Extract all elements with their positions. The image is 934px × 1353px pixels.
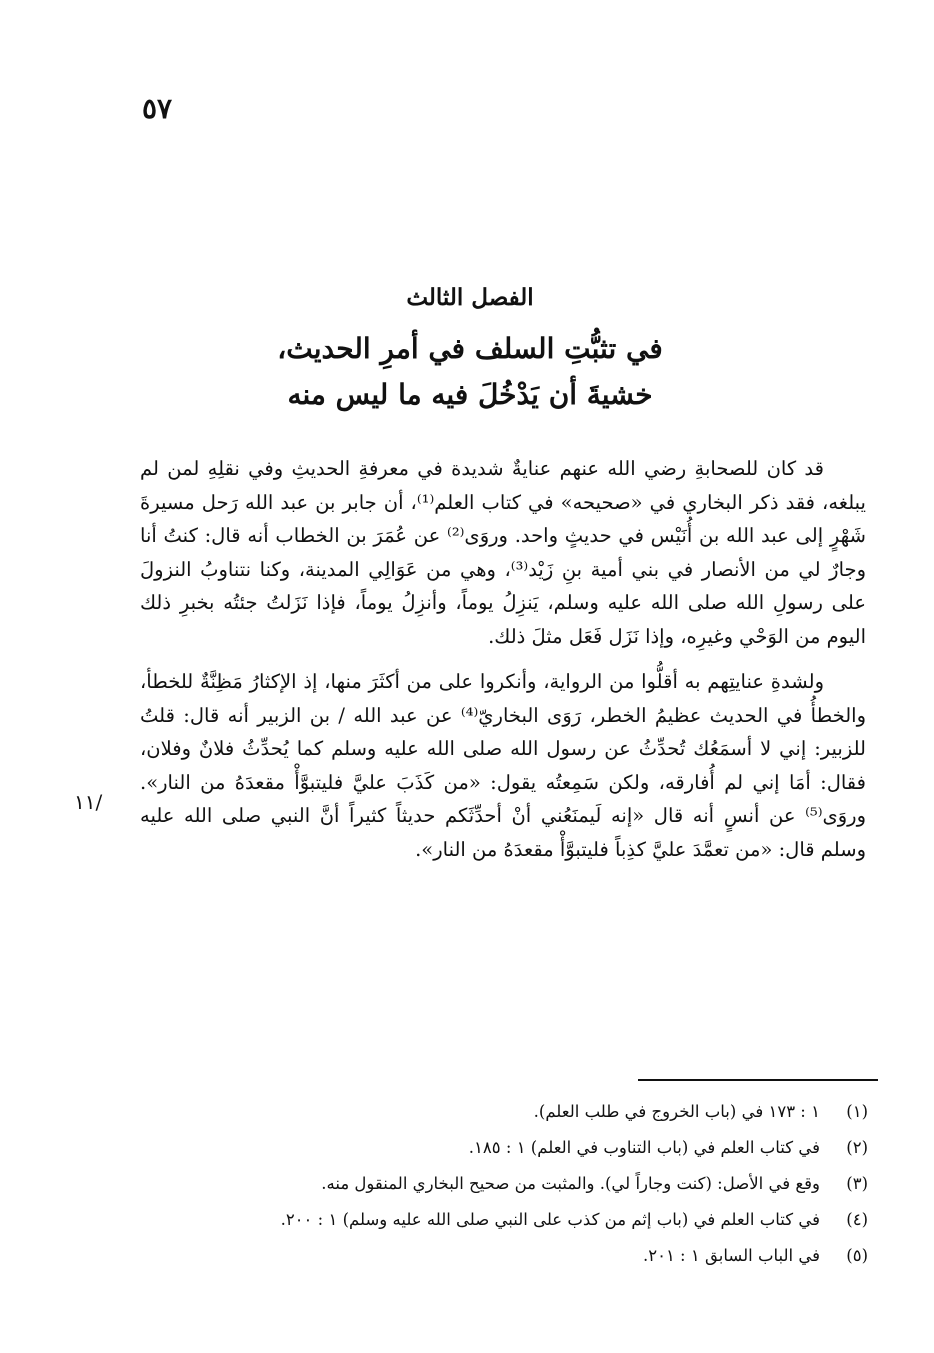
footnote-divider bbox=[638, 1079, 878, 1081]
footnote-item bbox=[140, 1238, 868, 1274]
footnote-number: (١) bbox=[846, 1102, 868, 1121]
page-number: ٥٧ bbox=[142, 92, 173, 125]
chapter-subtitle-line-2: خشيةَ أن يَدْخُلَ فيه ما ليس منه bbox=[287, 378, 653, 411]
chapter-title: الفصل الثالث bbox=[406, 284, 534, 311]
footnote-item bbox=[140, 1202, 868, 1238]
footnote-item bbox=[140, 1130, 868, 1166]
paragraph-1: قد كان للصحابةِ رضي الله عنهم عنايةٌ شديدة في معرفةِ الحديثِ وفي نقلِهِ لمن لم يبلغه، فقد ذكر البخاري في «صحيحه» في كتاب العلم⁽¹⁾، أن جابر بن عبد الله رَحل مسيرةَ شَهْرٍ إلى عبد الله بن أُنَيْس في حديثٍ واحد. وروَى⁽²⁾ عن عُمَرَ بن الخطاب أنه قال: كنتُ أنا وجارٌ لي من الأنصار في بني أمية بنِ زَيْد⁽³⁾، وهي من عَوَالِي المدينة، وكنا نتناوبُ النزولَ على رسولِ الله صلى الله عليه وسلم، يَنزِلُ يوماً، وأنزِلُ يوماً، فإذا نَزَلتُ جئتُه بخبرِ ذلك اليوم من الوَحْي وغيرِه، وإذا نَزَل فَعَل مثلَ ذلك. bbox=[140, 457, 866, 648]
footnote-text: في الباب السابق ١ : ٢٠١. bbox=[642, 1246, 820, 1265]
footnote-text: وقع في الأصل: (كنت وجاراً لي). والمثبت من صحيح البخاري المنقول منه. bbox=[321, 1174, 820, 1193]
paragraph-2: ولشدةِ عنايتِهم به أقلُّوا من الرواية، وأنكروا على من أكثَرَ منها، إذ الإكثارُ مَظِنَّةٌ للخطأ، والخطأُ في الحديث عظيمُ الخطر، رَوَى البخاريّ⁽⁴⁾ عن عبد الله / بن الزبير أنه قال: قلتُ للزبير: إني لا أسمَعُك تُحدِّثُ عن رسول الله صلى الله عليه وسلم كما يُحدِّثُ فلانٌ وفلان، فقال: أمَا إني لم أُفارقه، ولكن سَمِعتُه يقول: «من كَذَبَ عليَّ فليتبوَّأْ مقعدَهُ من النار». وروَى⁽⁵⁾ عن أنسٍ أنه قال «إنه لَيمنَعُني أنْ أحدِّثَكم حديثاً كثيراً أنَّ النبي صلى الله عليه وسلم قال: «من تعمَّدَ عليَّ كذِباً فليتبوَّأْ مقعدَهُ من النار». bbox=[140, 670, 866, 861]
footnote-text: في كتاب العلم في (باب التناوب في العلم) ١ : ١٨٥. bbox=[468, 1138, 820, 1157]
footnote-text: في كتاب العلم في (باب إثم من كذب على النبي صلى الله عليه وسلم) ١ : ٢٠٠. bbox=[280, 1210, 820, 1229]
chapter-subtitle-line-1: في تثبُّتِ السلف في أمرِ الحديث، bbox=[277, 332, 663, 365]
footnotes bbox=[140, 1094, 868, 1274]
margin-page-marker: ١١/ bbox=[74, 790, 103, 814]
chapter-heading bbox=[200, 278, 740, 418]
footnote-number: (٥) bbox=[846, 1246, 868, 1265]
footnote-text: ١ : ١٧٣ في (باب الخروج في طلب العلم). bbox=[533, 1102, 820, 1121]
body-text bbox=[140, 452, 866, 866]
footnote-number: (٣) bbox=[846, 1174, 868, 1193]
footnote-item bbox=[140, 1094, 868, 1130]
footnote-number: (٤) bbox=[846, 1210, 868, 1229]
footnote-number: (٢) bbox=[846, 1138, 868, 1157]
footnote-item bbox=[140, 1166, 868, 1202]
